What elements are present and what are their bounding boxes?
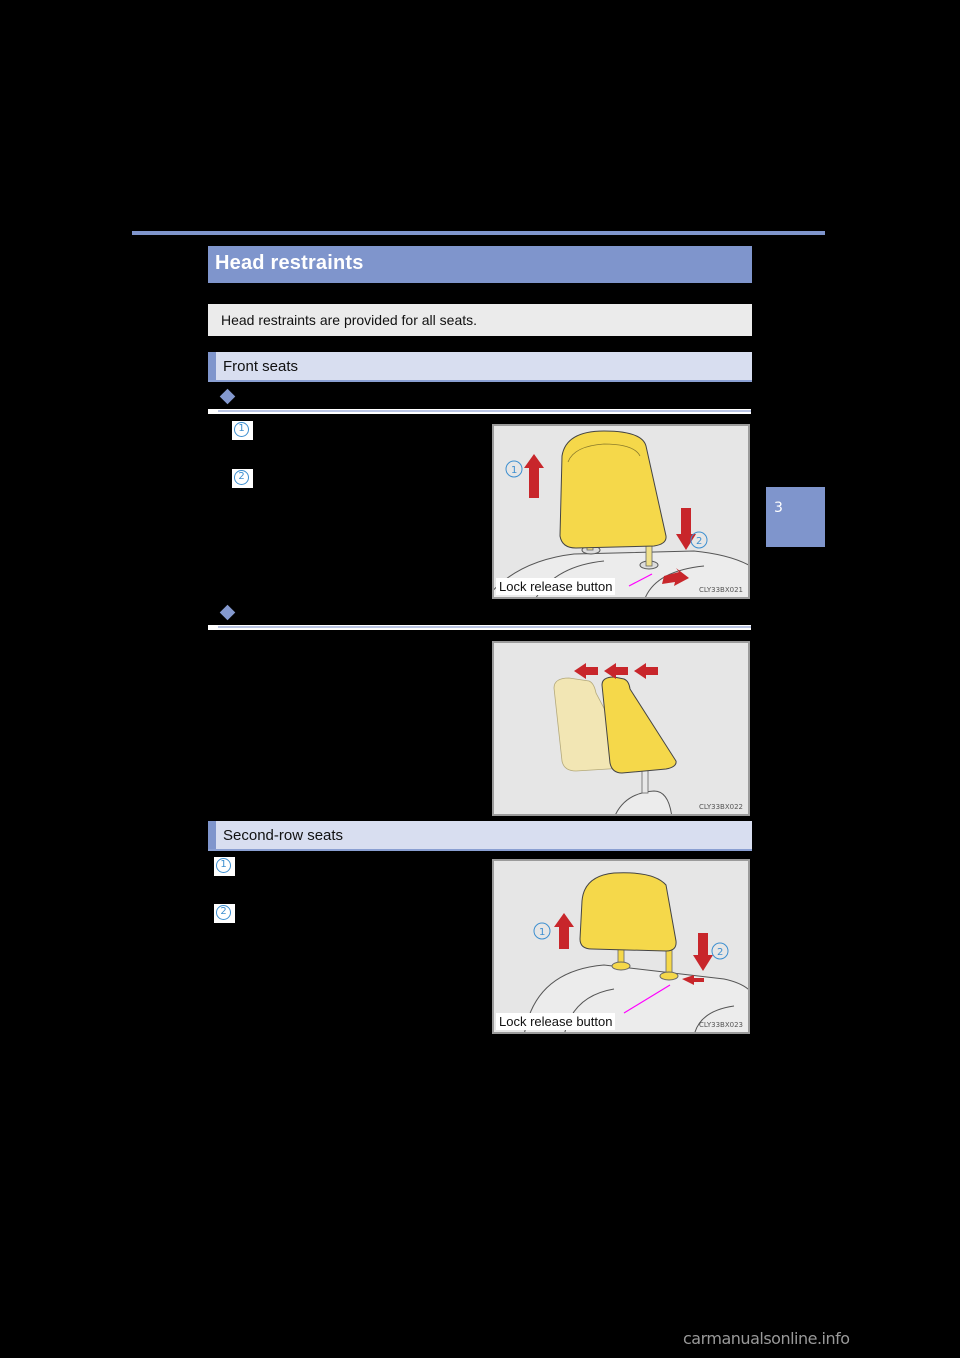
figure-front-headrest-height xyxy=(492,424,750,599)
figure-code: CLY33BX021 xyxy=(699,586,743,594)
chapter-tab[interactable] xyxy=(766,487,825,547)
section-heading-front-seats xyxy=(208,352,752,382)
headrest-tilt-illustration-icon xyxy=(494,643,750,816)
step-1-icon: 1 xyxy=(216,858,231,873)
svg-text:1: 1 xyxy=(539,927,546,938)
chapter-number: 3 xyxy=(774,500,783,516)
step-1-marker xyxy=(232,421,253,440)
step-1-icon: 1 xyxy=(234,422,249,437)
figure-second-row-headrest xyxy=(492,859,750,1034)
top-rule xyxy=(132,231,825,235)
figure-code: CLY33BX023 xyxy=(699,1021,743,1029)
figure-code: CLY33BX022 xyxy=(699,803,743,811)
svg-text:2: 2 xyxy=(717,947,724,958)
svg-text:2: 2 xyxy=(696,536,703,547)
step-2-icon: 2 xyxy=(234,470,249,485)
step-2-marker xyxy=(232,469,253,488)
section-accent xyxy=(208,821,216,849)
step-2-icon: 2 xyxy=(216,905,231,920)
lock-release-button-label: Lock release button xyxy=(496,1013,615,1030)
svg-text:1: 1 xyxy=(511,465,518,476)
step-2-marker xyxy=(214,904,235,923)
page-title: Head restraints xyxy=(215,252,364,274)
watermark[interactable]: carmanualsonline.info xyxy=(683,1329,850,1348)
lock-release-button-label: Lock release button xyxy=(496,578,615,595)
diamond-bullet-icon xyxy=(220,605,236,621)
figure-front-headrest-tilt xyxy=(492,641,750,816)
section-title: Front seats xyxy=(223,358,299,375)
subsection-rule xyxy=(208,409,751,414)
step-1-marker xyxy=(214,857,235,876)
subsection-rule xyxy=(208,625,751,630)
diamond-bullet-icon xyxy=(220,389,236,405)
page-title-bar xyxy=(208,246,752,283)
section-title: Second-row seats xyxy=(223,827,344,844)
section-heading-second-row-seats xyxy=(208,821,752,851)
second-row-headrest-illustration-icon xyxy=(494,861,750,1034)
intro-text: Head restraints are provided for all seats. xyxy=(221,312,478,328)
headrest-illustration-icon xyxy=(494,426,750,599)
intro-box xyxy=(208,304,752,336)
section-accent xyxy=(208,352,216,380)
